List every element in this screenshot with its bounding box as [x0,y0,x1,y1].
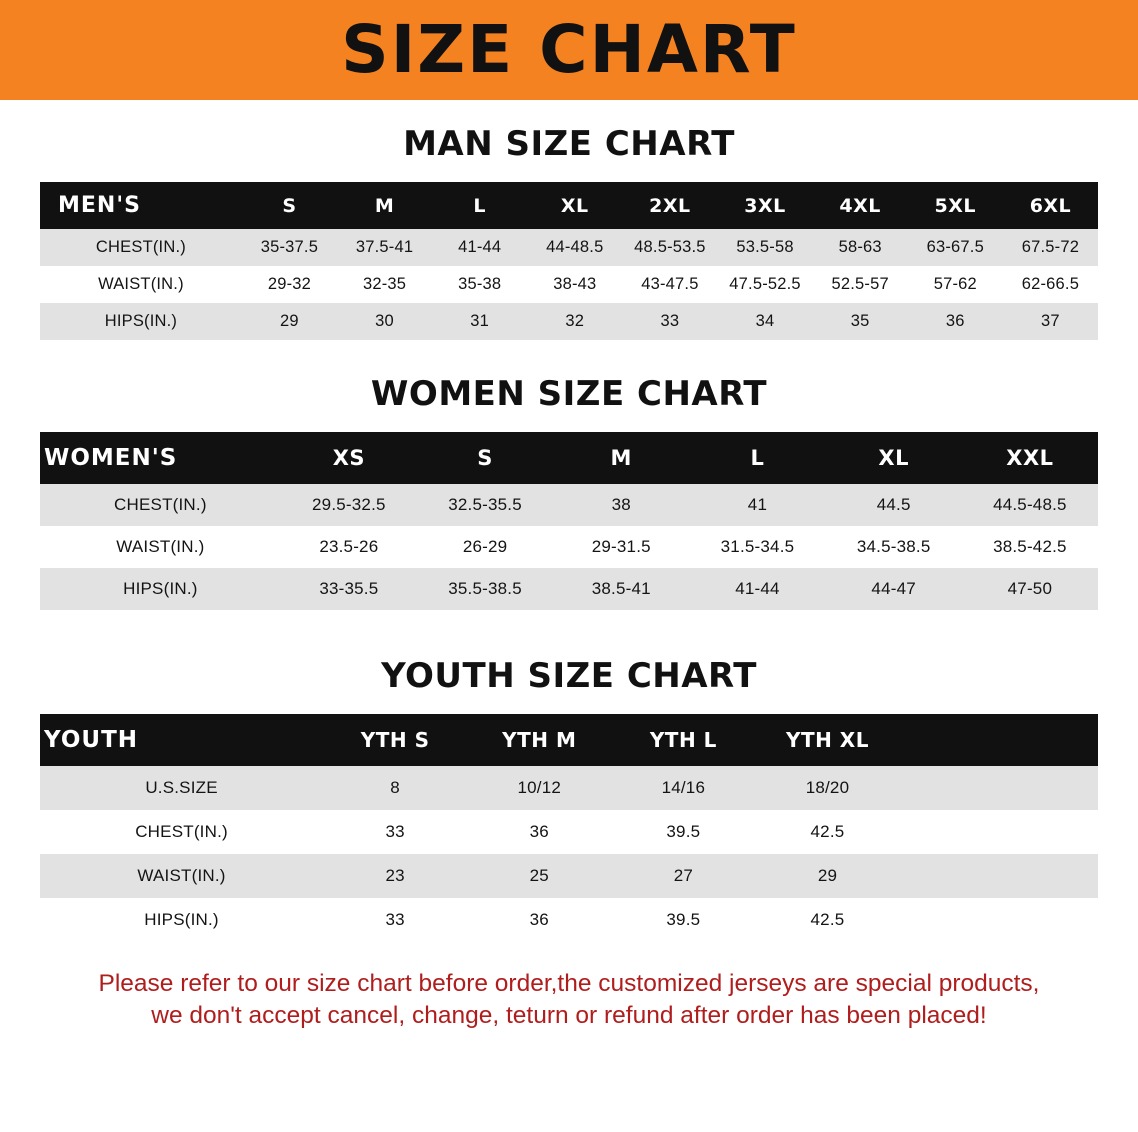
youth-row3-cell0: HIPS(IN.) [40,898,323,942]
man-row2-cell1: 29 [242,303,337,340]
man-row2-cell8: 36 [908,303,1003,340]
women-row0-cell2: 32.5-35.5 [417,484,553,526]
women-row1-cell5: 34.5-38.5 [826,526,962,568]
policy-note-line-1: Please refer to our size chart before order,the customized jerseys are special products, [98,970,1040,997]
women-row0-cell6: 44.5-48.5 [962,484,1098,526]
youth-header-cell-2: YTH M [467,714,611,766]
youth-section-heading: YOUTH SIZE CHART [381,656,757,696]
women-row2-cell3: 38.5-41 [553,568,689,610]
youth-row0-cell0: U.S.SIZE [40,766,323,810]
women-table-wrapper [40,432,1098,610]
youth-row2-spacer [900,854,1098,898]
youth-table-body [40,766,1098,942]
man-row0-cell9: 67.5-72 [1003,229,1098,266]
man-row2-cell9: 37 [1003,303,1098,340]
women-header-cell-4: L [689,432,825,484]
man-size-table [40,182,1098,340]
youth-row3-spacer [900,898,1098,942]
youth-row2-cell3: 27 [611,854,755,898]
youth-row3-cell2: 36 [467,898,611,942]
man-row1-cell5: 43-47.5 [622,266,717,303]
women-section-heading: WOMEN SIZE CHART [370,374,768,414]
youth-row1-cell4: 42.5 [755,810,899,854]
women-row0-cell5: 44.5 [826,484,962,526]
man-header-cell-3: L [432,182,527,229]
man-header-cell-7: 4XL [813,182,908,229]
table-row [40,854,1098,898]
youth-row0-cell1: 8 [323,766,467,810]
youth-row3-cell1: 33 [323,898,467,942]
page-title: SIZE CHART [341,11,797,88]
women-row2-cell4: 41-44 [689,568,825,610]
women-row0-cell3: 38 [553,484,689,526]
man-row1-cell1: 29-32 [242,266,337,303]
man-header-cell-2: M [337,182,432,229]
man-row2-cell5: 33 [622,303,717,340]
women-row1-cell2: 26-29 [417,526,553,568]
man-table-header [40,182,1098,229]
policy-note-line-2: we don't accept cancel, change, teturn or refund after order has been placed! [151,1002,987,1030]
man-row0-cell1: 35-37.5 [242,229,337,266]
youth-row0-cell4: 18/20 [755,766,899,810]
youth-row1-cell2: 36 [467,810,611,854]
table-row [40,810,1098,854]
table-row [40,303,1098,340]
man-row2-cell7: 35 [813,303,908,340]
man-row0-cell3: 41-44 [432,229,527,266]
table-row [40,484,1098,526]
policy-note [36,968,1102,1033]
man-row1-cell0: WAIST(IN.) [40,266,242,303]
youth-row1-cell0: CHEST(IN.) [40,810,323,854]
man-row0-cell6: 53.5-58 [717,229,812,266]
table-row [40,266,1098,303]
man-section-heading: MAN SIZE CHART [403,124,735,164]
youth-table-wrapper [40,714,1098,942]
man-table-wrapper [40,182,1098,340]
man-row1-cell2: 32-35 [337,266,432,303]
youth-row2-cell4: 29 [755,854,899,898]
man-row0-cell2: 37.5-41 [337,229,432,266]
women-row1-cell3: 29-31.5 [553,526,689,568]
youth-row0-spacer [900,766,1098,810]
women-row2-cell0: HIPS(IN.) [40,568,281,610]
man-header-cell-5: 2XL [622,182,717,229]
women-row1-cell1: 23.5-26 [281,526,417,568]
table-row [40,568,1098,610]
women-header-cell-6: XXL [962,432,1098,484]
youth-header-spacer [900,714,1098,766]
man-row0-cell8: 63-67.5 [908,229,1003,266]
man-row2-cell0: HIPS(IN.) [40,303,242,340]
women-row0-cell4: 41 [689,484,825,526]
man-row1-cell9: 62-66.5 [1003,266,1098,303]
youth-header-cell-0: YOUTH [40,714,323,766]
man-row2-cell3: 31 [432,303,527,340]
table-header-row [40,714,1098,766]
women-header-cell-1: XS [281,432,417,484]
women-row1-cell6: 38.5-42.5 [962,526,1098,568]
banner [0,0,1138,100]
man-row2-cell2: 30 [337,303,432,340]
youth-row3-cell3: 39.5 [611,898,755,942]
women-header-cell-0: WOMEN'S [40,432,281,484]
man-header-cell-4: XL [527,182,622,229]
man-header-cell-9: 6XL [1003,182,1098,229]
youth-row3-cell4: 42.5 [755,898,899,942]
youth-row2-cell0: WAIST(IN.) [40,854,323,898]
women-row2-cell2: 35.5-38.5 [417,568,553,610]
man-row0-cell0: CHEST(IN.) [40,229,242,266]
youth-header-cell-4: YTH XL [755,714,899,766]
women-row2-cell5: 44-47 [826,568,962,610]
man-row0-cell4: 44-48.5 [527,229,622,266]
youth-row2-cell1: 23 [323,854,467,898]
women-row0-cell1: 29.5-32.5 [281,484,417,526]
man-row1-cell3: 35-38 [432,266,527,303]
man-row2-cell6: 34 [717,303,812,340]
women-row2-cell1: 33-35.5 [281,568,417,610]
table-header-row [40,432,1098,484]
table-row [40,898,1098,942]
youth-table-header [40,714,1098,766]
women-header-cell-2: S [417,432,553,484]
man-row1-cell4: 38-43 [527,266,622,303]
man-row0-cell7: 58-63 [813,229,908,266]
table-row [40,526,1098,568]
man-row1-cell7: 52.5-57 [813,266,908,303]
man-row2-cell4: 32 [527,303,622,340]
youth-row0-cell3: 14/16 [611,766,755,810]
man-header-cell-0: MEN'S [40,182,242,229]
youth-header-cell-3: YTH L [611,714,755,766]
women-table-header [40,432,1098,484]
youth-header-cell-1: YTH S [323,714,467,766]
man-header-cell-6: 3XL [717,182,812,229]
youth-row2-cell2: 25 [467,854,611,898]
women-row2-cell6: 47-50 [962,568,1098,610]
man-header-cell-8: 5XL [908,182,1003,229]
youth-row1-spacer [900,810,1098,854]
youth-row1-cell1: 33 [323,810,467,854]
women-header-cell-3: M [553,432,689,484]
youth-row1-cell3: 39.5 [611,810,755,854]
women-table-body [40,484,1098,610]
women-row1-cell0: WAIST(IN.) [40,526,281,568]
youth-size-table [40,714,1098,942]
man-row0-cell5: 48.5-53.5 [622,229,717,266]
women-row1-cell4: 31.5-34.5 [689,526,825,568]
man-table-body [40,229,1098,340]
women-size-table [40,432,1098,610]
table-header-row [40,182,1098,229]
women-row0-cell0: CHEST(IN.) [40,484,281,526]
table-row [40,766,1098,810]
women-header-cell-5: XL [826,432,962,484]
table-row [40,229,1098,266]
man-row1-cell6: 47.5-52.5 [717,266,812,303]
man-row1-cell8: 57-62 [908,266,1003,303]
youth-row0-cell2: 10/12 [467,766,611,810]
man-header-cell-1: S [242,182,337,229]
